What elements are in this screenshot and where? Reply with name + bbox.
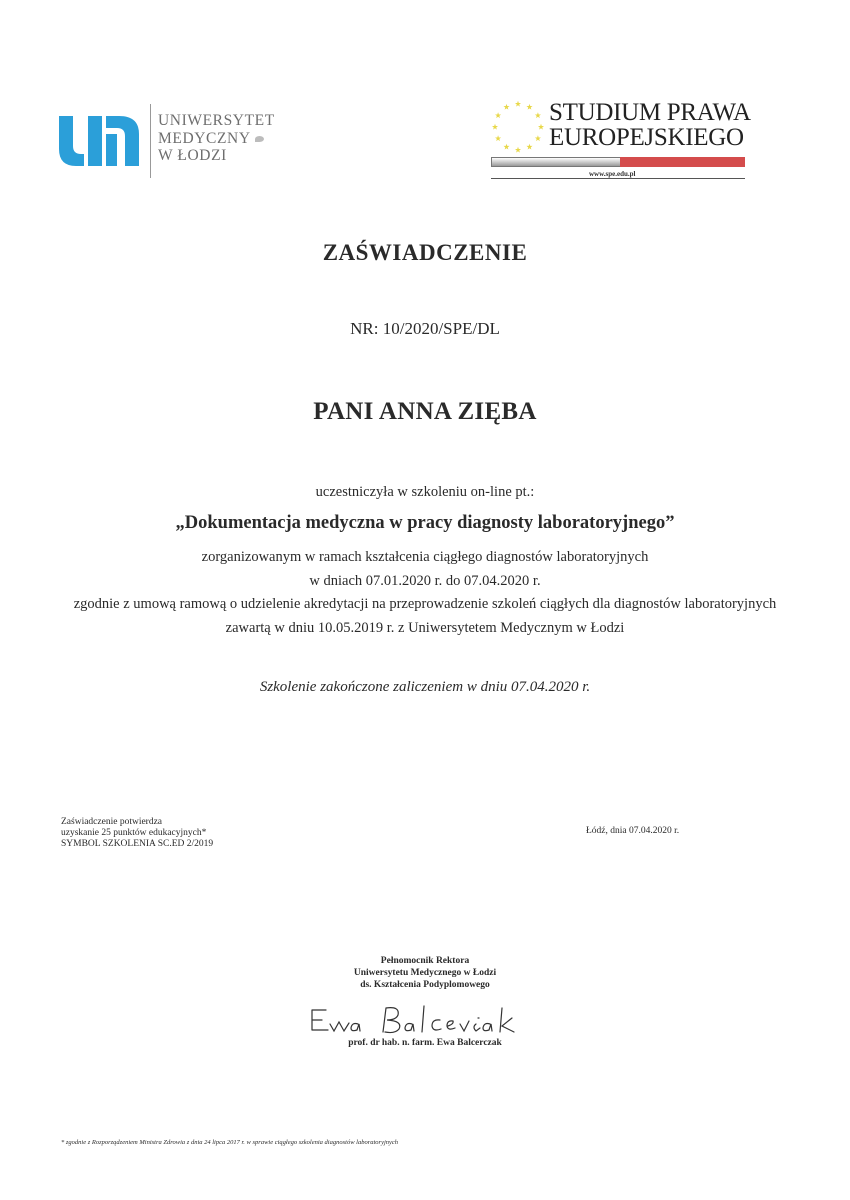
body-line-1: zorganizowanym w ramach kształcenia ciągłego diagnostów laboratoryjnych — [201, 549, 649, 565]
eu-star — [526, 104, 532, 110]
spe-bar-grey — [491, 157, 621, 167]
spe-bar-red — [620, 157, 745, 167]
university-logo-divider — [150, 104, 151, 178]
body-line-3: zgodnie z umową ramową o udzielenie akredytacji na przeprowadzenie szkoleń ciągłych dla diagnostów laboratoryjnych — [73, 596, 777, 612]
eu-star — [503, 104, 509, 110]
eu-star — [535, 135, 541, 141]
eu-star — [515, 147, 521, 153]
spe-logo-text — [549, 100, 751, 150]
spe-name-line-2: EUROPEJSKIEGO — [549, 124, 744, 151]
document-heading: ZAŚWIADCZENIE — [322, 240, 528, 265]
points-note-line-3: SYMBOL SZKOLENIA SC.ED 2/2019 — [61, 839, 214, 849]
university-logo-text — [158, 112, 275, 165]
body-line-2: w dniach 07.01.2020 r. do 07.04.2020 r. — [309, 573, 541, 589]
signatory-line-2: Uniwersytetu Medycznego w Łodzi — [353, 968, 497, 978]
certificate-number: NR: 10/2020/SPE/DL — [350, 319, 500, 338]
eu-stars-icon — [489, 98, 547, 156]
spe-url: www.spe.edu.pl — [589, 170, 636, 178]
course-title: „Dokumentacja medyczna w pracy diagnosty laboratoryjnego” — [175, 513, 675, 533]
university-logo-mark — [57, 112, 141, 166]
eu-star — [503, 144, 509, 150]
handwritten-signature — [300, 1000, 540, 1040]
signatory-line-1: Pełnomocnik Rektora — [380, 956, 470, 966]
footnote: * zgodnie z Rozporządzeniem Ministra Zdrowia z dnia 24 lipca 2017 r. w sprawie ciągłego szkolenia diagnostów laboratoryjnych — [61, 1139, 399, 1146]
eu-star — [495, 135, 501, 141]
eu-star — [495, 112, 501, 118]
university-name-line-1: UNIWERSYTET — [158, 112, 275, 129]
points-note-line-1: Zaświadczenie potwierdza — [61, 817, 163, 827]
points-note-line-2: uzyskanie 25 punktów edukacyjnych* — [61, 828, 207, 838]
spe-name-line-1: STUDIUM PRAWA — [549, 99, 751, 126]
signatory-line-3: ds. Kształcenia Podyplomowego — [360, 980, 490, 990]
body-line-4: zawartą w dniu 10.05.2019 r. z Uniwersytetem Medycznym w Łodzi — [225, 620, 625, 636]
leaf-icon — [255, 136, 264, 142]
completion-note: Szkolenie zakończone zaliczeniem w dniu 07.04.2020 r. — [259, 679, 591, 695]
spe-logo-underline — [491, 178, 745, 179]
signatory-block — [0, 955, 850, 991]
eu-star — [538, 124, 544, 130]
place-date: Łódź, dnia 07.04.2020 r. — [586, 826, 680, 836]
eu-star — [515, 101, 521, 107]
eu-star — [526, 144, 532, 150]
recipient-name: PANI ANNA ZIĘBA — [313, 398, 537, 425]
eu-star — [535, 112, 541, 118]
university-name-line-3: W ŁODZI — [158, 147, 227, 164]
spe-logo-bar — [491, 157, 745, 167]
intro-text: uczestniczyła w szkoleniu on-line pt.: — [315, 484, 535, 500]
eu-star — [492, 124, 498, 130]
university-name-line-2: MEDYCZNY — [158, 129, 251, 147]
points-note — [61, 817, 213, 850]
signatory-name: prof. dr hab. n. farm. Ewa Balcerczak — [348, 1038, 502, 1048]
